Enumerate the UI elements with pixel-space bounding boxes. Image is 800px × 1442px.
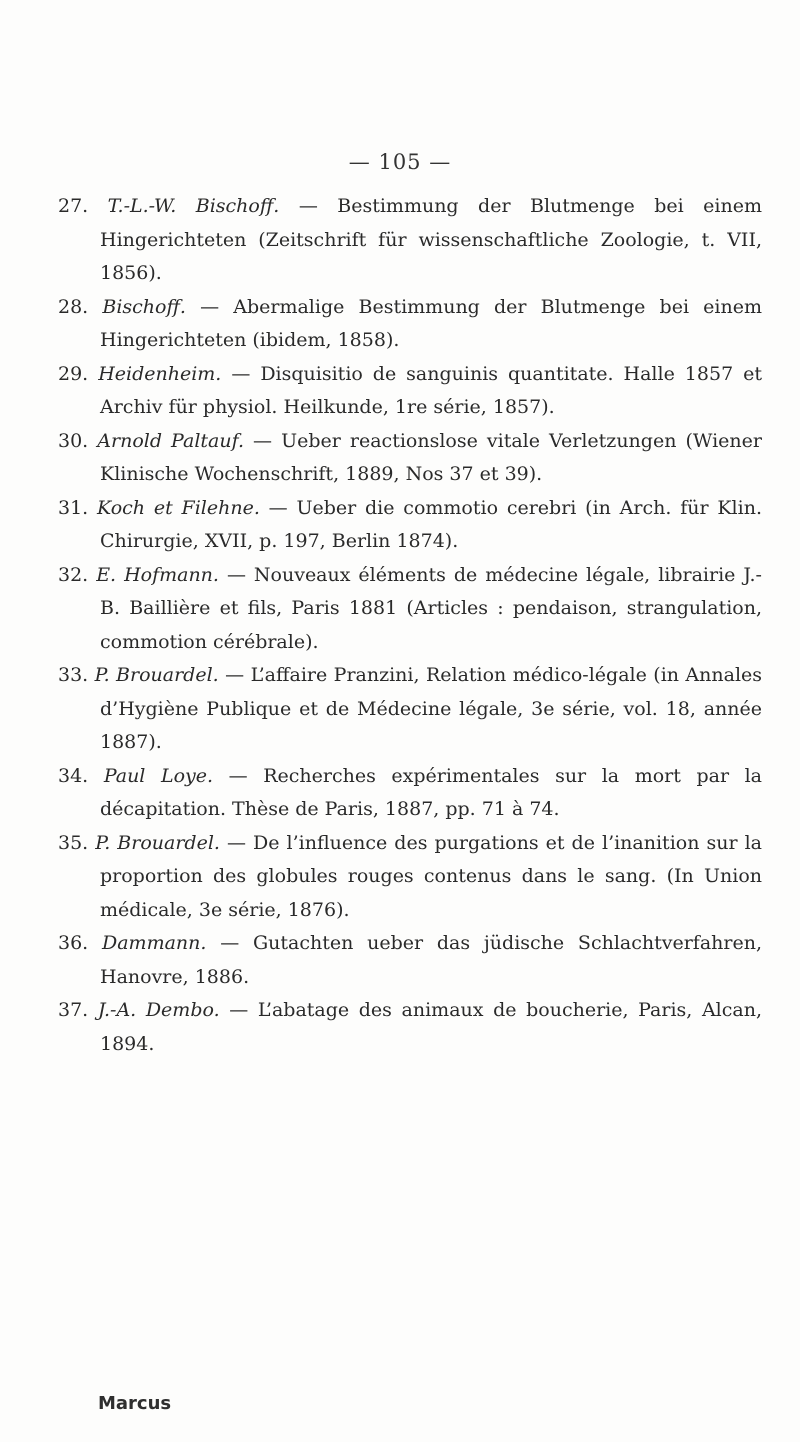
- reference-text: — L’affaire Pranzini, Relation médico-légale (in Annales d’Hygiène Publique et de Médecine légale, 3e série, vol. 18, année 1887).: [100, 664, 763, 753]
- reference-text: — Gutachten ueber das jüdische Schlachtverfahren, Hanovre, 1886.: [100, 932, 762, 988]
- reference-text: — Disquisitio de sanguinis quantitate. Halle 1857 et Archiv für physiol. Heilkunde, 1re série, 1857).: [100, 362, 763, 418]
- reference-text: — Abermalige Bestimmung der Blutmenge bei einem Hingerichteten (ibidem, 1858).: [100, 295, 762, 351]
- reference-number: 32.: [58, 563, 89, 586]
- reference-text: — L’abatage des animaux de boucherie, Paris, Alcan, 1894.: [100, 999, 762, 1055]
- reference-item: [58, 425, 762, 492]
- reference-author: Dammann.: [102, 932, 207, 954]
- reference-text: — Ueber die commotio cerebri (in Arch. für Klin. Chirurgie, XVII, p. 197, Berlin 1874).: [100, 496, 762, 552]
- reference-item: [58, 492, 762, 559]
- reference-item: [58, 190, 762, 291]
- reference-item: [58, 659, 762, 760]
- reference-number: 35.: [58, 831, 89, 854]
- reference-number: 36.: [58, 932, 89, 954]
- reference-author: P. Brouardel.: [94, 664, 219, 686]
- reference-number: 37.: [58, 999, 89, 1021]
- reference-author: Paul Loye.: [103, 764, 214, 787]
- reference-author: P. Brouardel.: [95, 831, 220, 854]
- page-number: — 105 —: [348, 150, 452, 174]
- reference-item: [58, 927, 762, 994]
- reference-number: 29.: [58, 362, 89, 385]
- reference-item: [58, 760, 762, 827]
- reference-number: 33.: [58, 664, 89, 686]
- reference-author: Koch et Filehne.: [97, 496, 260, 519]
- reference-item: [58, 994, 762, 1061]
- reference-text: — Bestimmung der Blutmenge bei einem Hingerichteten (Zeitschrift für wissenschaftliche Zoologie, t. VII, 1856).: [100, 195, 762, 284]
- reference-text: — Recherches expérimentales sur la mort par la décapitation. Thèse de Paris, 1887, pp. 71 à 74.: [100, 764, 763, 820]
- reference-item: [58, 291, 762, 358]
- reference-item: [58, 358, 762, 425]
- reference-author: E. Hofmann.: [96, 563, 219, 586]
- library-stamp: Marcus: [98, 1393, 172, 1414]
- reference-author: J.-A. Dembo.: [97, 999, 220, 1021]
- reference-number: 31.: [58, 496, 89, 519]
- reference-author: Bischoff.: [102, 295, 186, 318]
- reference-number: 28.: [58, 295, 89, 318]
- reference-author: Arnold Paltauf.: [97, 429, 244, 452]
- reference-number: 30.: [58, 429, 89, 452]
- reference-author: T.-L.-W. Bischoff.: [107, 195, 280, 217]
- reference-item: [58, 827, 762, 928]
- reference-text: — De l’influence des purgations et de l’inanition sur la proportion des globules rouges contenus dans le sang. (In Union médicale, 3e série, 1876).: [100, 831, 762, 921]
- reference-list: [58, 190, 762, 1061]
- reference-text: — Ueber reactionslose vitale Verletzungen (Wiener Klinische Wochenschrift, 1889, Nos 37 et 39).: [100, 429, 762, 485]
- reference-number: 34.: [58, 764, 89, 787]
- reference-number: 27.: [58, 195, 89, 217]
- reference-text: — Nouveaux éléments de médecine légale, librairie J.-B. Baillière et fils, Paris 1881 (Articles : pendaison, strangulation, commotion cérébrale).: [100, 563, 762, 653]
- reference-author: Heidenheim.: [98, 362, 222, 385]
- reference-item: [58, 559, 762, 660]
